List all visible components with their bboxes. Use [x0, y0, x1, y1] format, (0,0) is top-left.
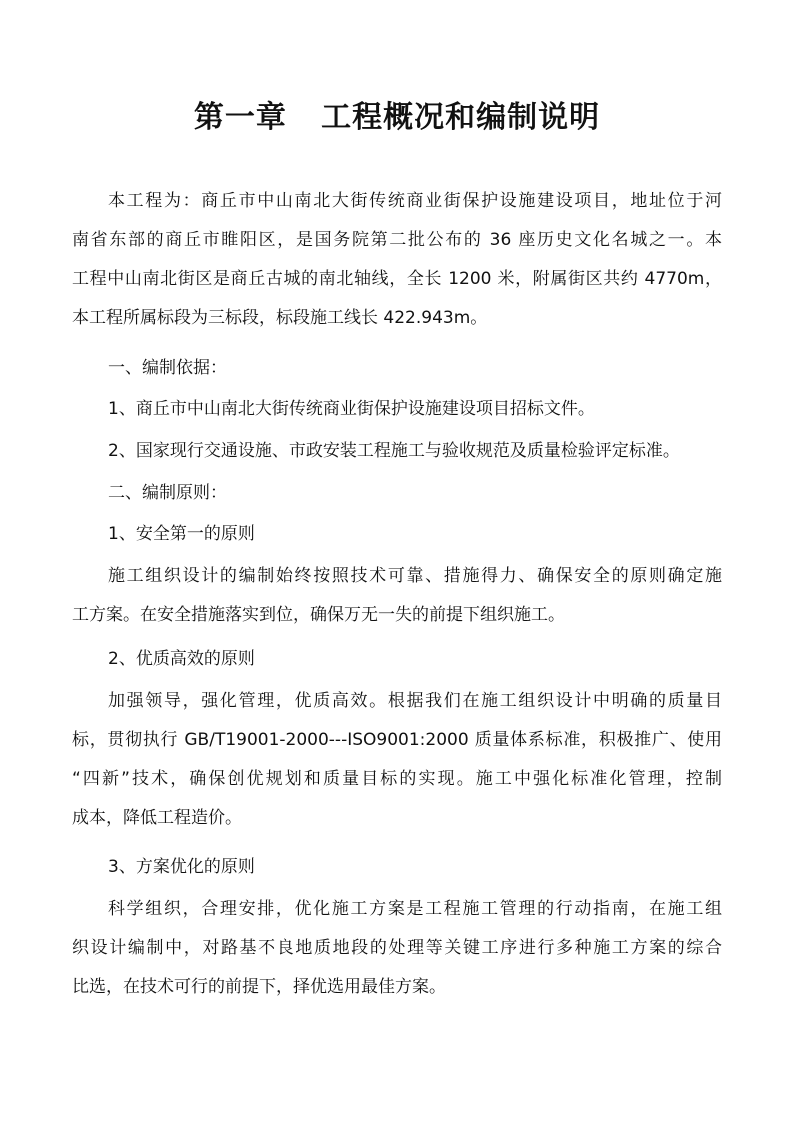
intro-line: 工程中山南北街区是商丘古城的南北轴线，全长 1200 米，附属街区共约 4770m， — [72, 269, 722, 289]
intro-line: 本工程所属标段为三标段，标段施工线长 422.943m。 — [72, 308, 488, 328]
intro-paragraph — [72, 182, 722, 338]
principle-1-line: 施工组织设计的编制始终按照技术可靠、措施得力、确保安全的原则确定施 — [108, 566, 722, 586]
principle-2-line: 标，贯彻执行 GB/T19001-2000---ISO9001:2000 质量体系标准，积极推广、使用 — [72, 730, 722, 750]
chapter-title: 第一章 工程概况和编制说明 — [193, 100, 601, 135]
principle-3-line: 织设计编制中，对路基不良地质地段的处理等关键工序进行多种施工方案的综合 — [72, 938, 722, 958]
principle-2-line: 成本，降低工程造价。 — [72, 808, 242, 828]
principle-3-paragraph — [72, 890, 722, 1007]
principle-2-line: 加强领导，强化管理，优质高效。根据我们在施工组织设计中明确的质量目 — [108, 691, 722, 711]
section-heading-principles: 二、编制原则： — [108, 483, 227, 503]
principle-1-heading: 1、安全第一的原则 — [108, 524, 255, 544]
principle-3-heading: 3、方案优化的原则 — [108, 857, 255, 877]
basis-item-2: 2、国家现行交通设施、市政安装工程施工与验收规范及质量检验评定标准。 — [108, 441, 680, 461]
principle-1-paragraph — [72, 557, 722, 635]
principle-3-line: 比选，在技术可行的前提下，择优选用最佳方案。 — [72, 977, 446, 997]
intro-line: 本工程为：商丘市中山南北大街传统商业街保护设施建设项目，地址位于河 — [108, 191, 722, 211]
section-heading-basis: 一、编制依据： — [108, 358, 227, 378]
principle-2-line: “四新”技术，确保创优规划和质量目标的实现。施工中强化标准化管理，控制 — [72, 769, 722, 789]
principle-2-heading: 2、优质高效的原则 — [108, 649, 255, 669]
principle-2-paragraph — [72, 682, 722, 838]
basis-item-1: 1、商丘市中山南北大街传统商业街保护设施建设项目招标文件。 — [108, 399, 595, 419]
principle-1-line: 工方案。在安全措施落实到位，确保万无一失的前提下组织施工。 — [72, 605, 565, 625]
intro-line: 南省东部的商丘市睢阳区，是国务院第二批公布的 36 座历史文化名城之一。本 — [72, 230, 722, 250]
principle-3-line: 科学组织，合理安排，优化施工方案是工程施工管理的行动指南，在施工组 — [108, 899, 722, 919]
